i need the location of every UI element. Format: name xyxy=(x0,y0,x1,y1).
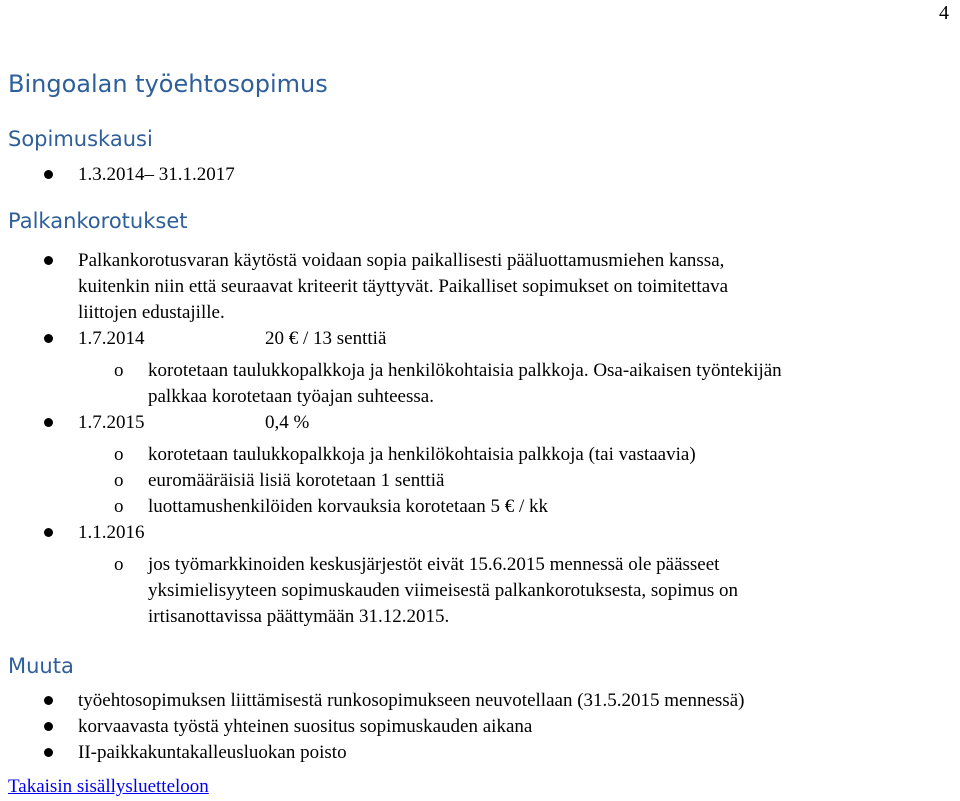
muuta-item-1: työehtosopimuksen liittämisestä runkosopimukseen neuvotellaan (31.5.2015 mennessä) xyxy=(78,690,745,711)
circle-bullet-icon: o xyxy=(114,444,124,465)
heading-palkankorotukset: Palkankorotukset xyxy=(8,209,188,233)
raise-2014-sub-line-2: palkkaa korotetaan työajan suhteessa. xyxy=(148,386,434,407)
raise-2014-amount: 20 € / 13 senttiä xyxy=(265,328,387,349)
bullet-icon xyxy=(44,528,53,537)
muuta-item-3: II-paikkakuntakalleusluokan poisto xyxy=(78,742,347,763)
intro-line-3: liittojen edustajille. xyxy=(78,302,225,323)
bullet-icon xyxy=(44,256,53,265)
intro-line-1: Palkankorotusvaran käytöstä voidaan sopia paikallisesti pääluottamusmiehen kanssa, xyxy=(78,250,725,271)
raise-2015-sub-3: luottamushenkilöiden korvauksia korotetaan 5 € / kk xyxy=(148,496,548,517)
raise-2015-date: 1.7.2015 xyxy=(78,412,145,433)
bullet-icon xyxy=(44,696,53,705)
raise-2014-sub-line-1: korotetaan taulukkopalkkoja ja henkilökohtaisia palkkoja. Osa-aikaisen työntekijän xyxy=(148,360,782,381)
raise-2015-amount: 0,4 % xyxy=(265,412,310,433)
muuta-item-2: korvaavasta työstä yhteinen suositus sopimuskauden aikana xyxy=(78,716,533,737)
back-to-toc-link[interactable]: Takaisin sisällysluetteloon xyxy=(8,776,209,797)
circle-bullet-icon: o xyxy=(114,470,124,491)
bullet-icon xyxy=(44,334,53,343)
heading-muuta: Muuta xyxy=(8,654,74,678)
bullet-icon xyxy=(44,170,53,179)
raise-2016-sub-line-2: yksimielisyyteen sopimuskauden viimeisestä palkankorotuksesta, sopimus on xyxy=(148,580,738,601)
bullet-icon xyxy=(44,748,53,757)
circle-bullet-icon: o xyxy=(114,554,124,575)
raise-2016-sub-line-1: jos työmarkkinoiden keskusjärjestöt eivät 15.6.2015 mennessä ole päässeet xyxy=(148,554,720,575)
contract-period: 1.3.2014– 31.1.2017 xyxy=(78,164,235,185)
raise-2016-sub-line-3: irtisanottavissa päättymään 31.12.2015. xyxy=(148,606,450,627)
heading-sopimuskausi: Sopimuskausi xyxy=(8,127,153,151)
raise-2014-date: 1.7.2014 xyxy=(78,328,145,349)
page-number: 4 xyxy=(939,2,949,24)
bullet-icon xyxy=(44,418,53,427)
raise-2016-date: 1.1.2016 xyxy=(78,522,145,543)
page-title: Bingoalan työehtosopimus xyxy=(8,70,328,98)
circle-bullet-icon: o xyxy=(114,496,124,517)
raise-2015-sub-2: euromääräisiä lisiä korotetaan 1 senttiä xyxy=(148,470,445,491)
bullet-icon xyxy=(44,722,53,731)
raise-2015-sub-1: korotetaan taulukkopalkkoja ja henkilökohtaisia palkkoja (tai vastaavia) xyxy=(148,444,696,465)
circle-bullet-icon: o xyxy=(114,360,124,381)
intro-line-2: kuitenkin niin että seuraavat kriteerit täyttyvät. Paikalliset sopimukset on toimitettava xyxy=(78,276,729,297)
